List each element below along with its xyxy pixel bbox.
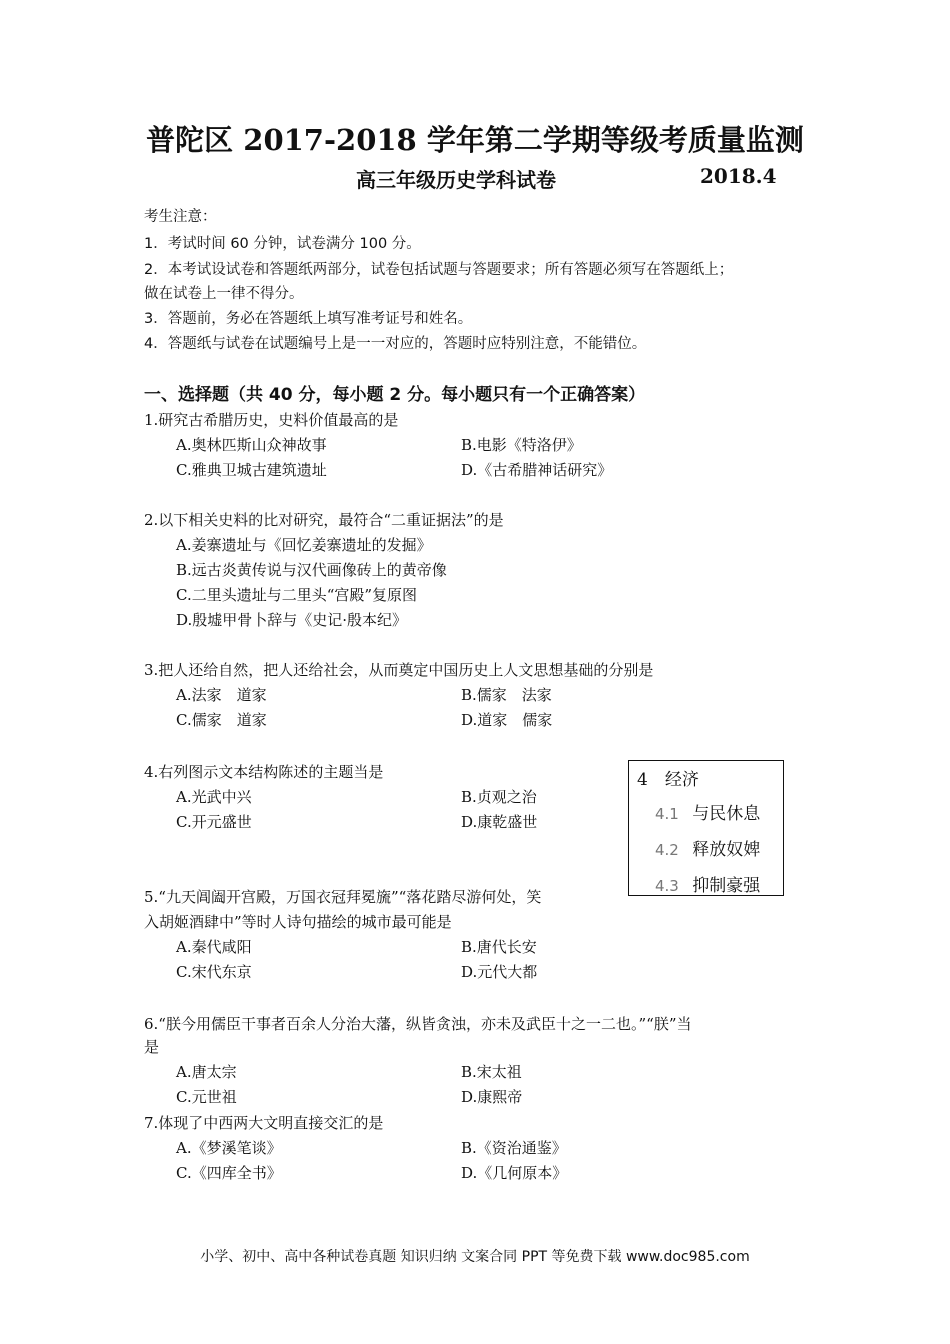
notice-line: 3．答题前，务必在答题纸上填写准考证号和姓名。 (144, 311, 473, 327)
option-c: C.元世祖 (176, 1088, 237, 1106)
option-d: D.康熙帝 (461, 1088, 523, 1106)
option-b: B.电影《特洛伊》 (461, 436, 582, 454)
figure-item-number: 4.1 (655, 805, 679, 823)
figure-item (655, 799, 760, 824)
notice-heading: 考生注意： (144, 209, 217, 225)
option-b: B.宋太祖 (461, 1063, 522, 1081)
option-a: A.奥林匹斯山众神故事 (176, 436, 327, 454)
option-a: A.光武中兴 (176, 788, 252, 806)
page-subtitle: 高三年级历史学科试卷 (356, 168, 556, 192)
option-a: A.姜寨遗址与《回忆姜寨遗址的发掘》 (176, 536, 432, 554)
option-d: D.康乾盛世 (461, 813, 538, 831)
option-c: C.宋代东京 (176, 963, 252, 981)
notice-line: 4．答题纸与试卷在试题编号上是一一对应的，答题时应特别注意，不能错位。 (144, 336, 647, 352)
figure-heading: 4 经济 (637, 770, 699, 790)
question-stem-continued: 入胡姬酒肆中”等时人诗句描绘的城市最可能是 (144, 913, 452, 931)
figure-item-text: 与民休息 (692, 804, 761, 824)
option-d: D.《古希腊神话研究》 (461, 461, 613, 479)
question-stem-continued: 是 (144, 1038, 160, 1056)
option-c: C.《四库全书》 (176, 1164, 282, 1182)
question-stem: 3.把人还给自然，把人还给社会，从而奠定中国历史上人文思想基础的分别是 (144, 661, 654, 679)
figure-item-text: 抑制豪强 (692, 876, 761, 896)
option-b: B.远古炎黄传说与汉代画像砖上的黄帝像 (176, 561, 447, 579)
option-d: D.元代大都 (461, 963, 538, 981)
option-d: D.道家 儒家 (461, 711, 553, 729)
option-a: A.《梦溪笔谈》 (176, 1139, 282, 1157)
question-stem: 2.以下相关史料的比对研究，最符合“二重证据法”的是 (144, 511, 504, 529)
option-d: D.《几何原本》 (461, 1164, 568, 1182)
question-stem: 1.研究古希腊历史，史料价值最高的是 (144, 411, 399, 429)
figure-item (655, 871, 760, 896)
option-c: C.雅典卫城古建筑遗址 (176, 461, 327, 479)
option-c: C.开元盛世 (176, 813, 252, 831)
option-d: D.殷墟甲骨卜辞与《史记·殷本纪》 (176, 611, 408, 629)
option-b: B.《资治通鉴》 (461, 1139, 567, 1157)
figure-item-text: 释放奴婢 (692, 840, 761, 860)
text-structure-figure (628, 760, 784, 896)
page-title: 普陀区 2017-2018 学年第二学期等级考质量监测 (146, 123, 804, 157)
exam-date: 2018.4 (700, 164, 777, 188)
question-stem: 6.“朕今用儒臣干事者百余人分治大藩，纵皆贪浊，亦未及武臣十之一二也。”“朕”当 (144, 1015, 692, 1033)
notice-line: 做在试卷上一律不得分。 (144, 286, 304, 302)
figure-item-number: 4.2 (655, 841, 679, 859)
figure-item (655, 835, 760, 860)
option-c: C.二里头遗址与二里头“宫殿”复原图 (176, 586, 418, 604)
notice-line: 2．本考试设试卷和答题纸两部分，试卷包括试题与答题要求；所有答题必须写在答题纸上； (144, 262, 734, 278)
page-footer: 小学、初中、高中各种试卷真题 知识归纳 文案合同 PPT 等免费下载 www.doc985.com (200, 1249, 750, 1265)
question-stem: 5.“九天阊阖开宫殿，万国衣冠拜冕旒”“落花踏尽游何处，笑 (144, 888, 542, 906)
option-a: A.法家 道家 (176, 686, 267, 704)
question-stem: 4.右列图示文本结构陈述的主题当是 (144, 763, 384, 781)
option-b: B.贞观之治 (461, 788, 537, 806)
section-heading: 一、选择题（共 40 分，每小题 2 分。每小题只有一个正确答案） (144, 385, 646, 405)
option-c: C.儒家 道家 (176, 711, 267, 729)
question-stem: 7.体现了中西两大文明直接交汇的是 (144, 1114, 384, 1132)
figure-item-number: 4.3 (655, 877, 679, 895)
option-a: A.唐太宗 (176, 1063, 237, 1081)
notice-line: 1．考试时间 60 分钟，试卷满分 100 分。 (144, 236, 421, 252)
option-b: B.唐代长安 (461, 938, 537, 956)
option-b: B.儒家 法家 (461, 686, 552, 704)
option-a: A.秦代咸阳 (176, 938, 252, 956)
